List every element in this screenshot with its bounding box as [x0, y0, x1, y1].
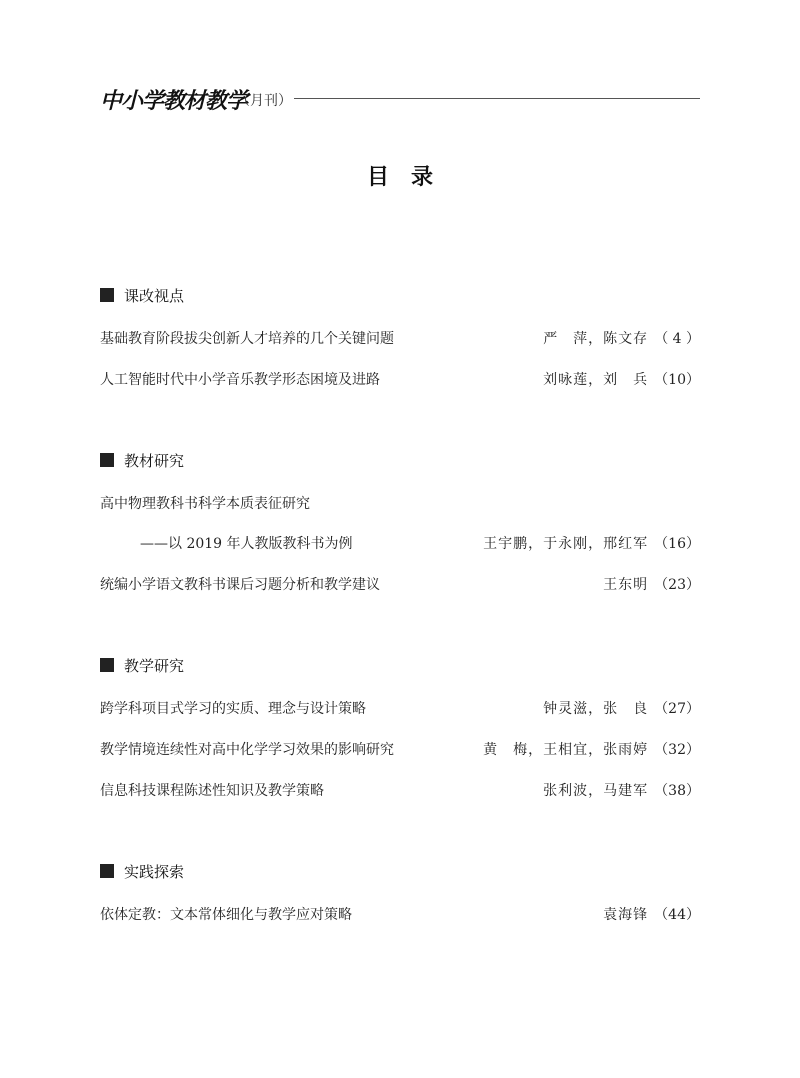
dot-leader [404, 739, 473, 759]
entry-title: 统编小学语文教科书课后习题分析和教学建议 [100, 577, 380, 593]
entry-authors: 刘咏莲，刘 兵 [543, 372, 649, 388]
toc-entry[interactable] [100, 328, 700, 348]
section-label: 实践探索 [124, 862, 185, 881]
entry-title: 信息科技课程陈述性知识及教学策略 [100, 783, 324, 799]
entry-page: （32） [654, 742, 700, 758]
entry-page: （16） [654, 536, 700, 552]
journal-name: 中小学教材教学 [100, 88, 248, 114]
journal-frequency: （月刊） [236, 93, 292, 109]
entry-title: 人工智能时代中小学音乐教学形态困境及进路 [100, 372, 380, 388]
entry-authors: 张利波，马建军 [543, 783, 649, 799]
toc-entry[interactable] [100, 533, 700, 553]
entry-title: 依体定教：文本常体细化与教学应对策略 [100, 907, 352, 923]
entry-title: 教学情境连续性对高中化学学习效果的影响研究 [100, 742, 394, 758]
entry-subtitle: ——以 2019 年人教版教科书为例 [140, 536, 353, 552]
toc-title: 目录 [366, 165, 455, 190]
dot-leader [390, 369, 533, 389]
section-header [100, 656, 184, 674]
section-header [100, 286, 184, 304]
entry-authors: 黄 梅，王相宜，张雨婷 [483, 742, 649, 758]
toc-entry[interactable] [100, 739, 700, 759]
toc-entry[interactable] [100, 574, 700, 594]
section-marker-icon [100, 864, 114, 878]
toc-entry[interactable] [100, 904, 700, 924]
section-label: 课改视点 [124, 286, 185, 305]
entry-authors: 严 萍，陈文存 [543, 331, 649, 347]
section-header [100, 862, 184, 880]
entry-page: （38） [654, 783, 700, 799]
entry-title: 跨学科项目式学习的实质、理念与设计策略 [100, 701, 366, 717]
section-marker-icon [100, 288, 114, 302]
journal-header [100, 84, 700, 114]
dot-leader [376, 698, 533, 718]
section-marker-icon [100, 453, 114, 467]
entry-page: （27） [654, 701, 700, 717]
entry-page: （10） [654, 372, 700, 388]
dot-leader [363, 533, 474, 553]
dot-leader [334, 780, 533, 800]
entry-page: （44） [654, 907, 700, 923]
toc-entry[interactable] [100, 698, 700, 718]
toc-entry[interactable] [100, 369, 700, 389]
entry-authors: 王东明 [603, 577, 649, 593]
section-marker-icon [100, 658, 114, 672]
section-label: 教材研究 [124, 451, 185, 470]
dot-leader [404, 328, 533, 348]
toc-entry[interactable] [100, 780, 700, 800]
section-label: 教学研究 [124, 656, 185, 675]
entry-page: （ 4 ） [654, 331, 700, 347]
dot-leader [390, 574, 593, 594]
entry-authors: 袁海锋 [603, 907, 649, 923]
entry-title[interactable]: 高中物理教科书科学本质表征研究 [100, 496, 310, 512]
header-rule [294, 98, 700, 99]
entry-authors: 钟灵滋，张 良 [543, 701, 649, 717]
dot-leader [362, 904, 593, 924]
entry-page: （23） [654, 577, 700, 593]
entry-title: 基础教育阶段拔尖创新人才培养的几个关键问题 [100, 331, 394, 347]
entry-authors: 王宇鹏，于永刚，邢红军 [483, 536, 649, 552]
section-header [100, 451, 184, 469]
